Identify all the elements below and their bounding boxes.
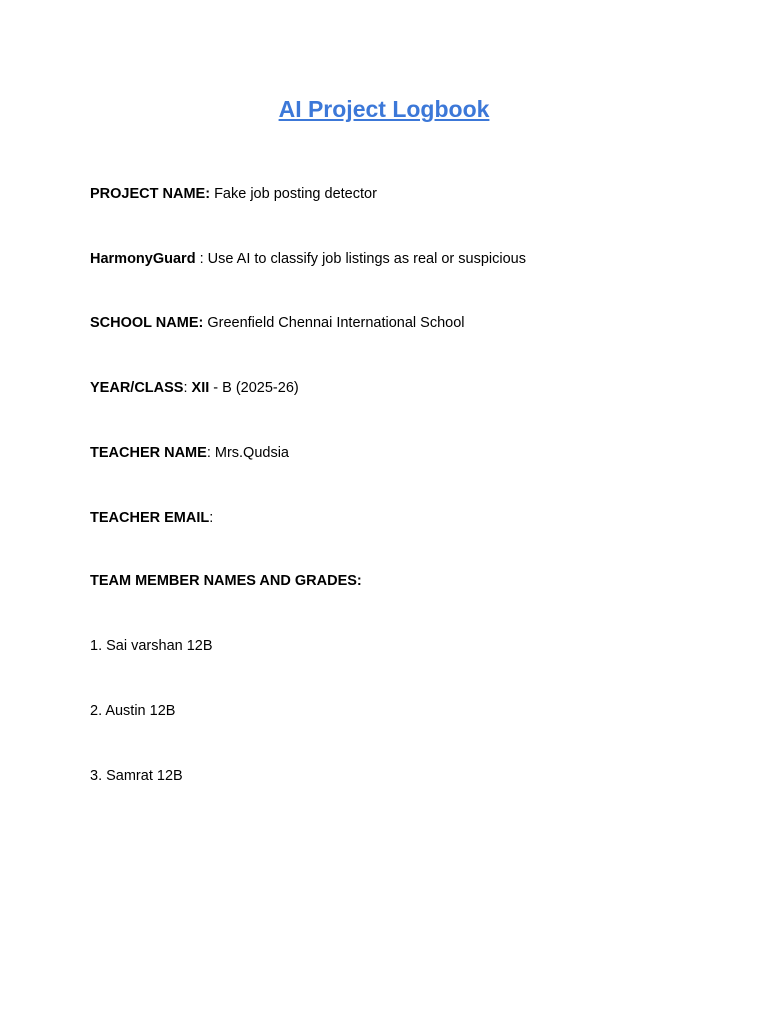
teacher-name-label: TEACHER NAME [90,445,207,461]
project-name-label: PROJECT NAME: [90,186,211,202]
school-name-value: Greenfield Chennai International School [203,315,465,331]
project-name-line [90,184,377,204]
document-title: AI Project Logbook [278,96,490,122]
year-class-line [90,378,299,398]
year-class-label: YEAR/CLASS [90,380,184,396]
team-members-label: TEAM MEMBER NAMES AND GRADES: [90,573,362,589]
project-name-value: Fake job posting detector [210,186,377,202]
school-name-label: SCHOOL NAME: [90,315,204,331]
year-class-grade: XII [191,380,210,396]
team-members-heading [90,571,362,591]
harmonyguard-label: HarmonyGuard [90,251,196,267]
teacher-email-value: : [209,510,214,526]
school-name-line [90,313,465,333]
harmonyguard-line [90,249,526,269]
team-member-item: 2. Austin 12B [90,703,176,719]
teacher-email-line [90,508,213,528]
teacher-name-value: : Mrs.Qudsia [206,445,289,461]
teacher-email-label: TEACHER EMAIL [90,510,210,526]
team-member-item: 1. Sai varshan 12B [90,638,213,654]
year-class-separator: : [183,380,192,396]
team-member-item: 3. Samrat 12B [90,768,183,784]
teacher-name-line [90,443,289,463]
year-class-value: - B (2025-26) [209,380,299,396]
harmonyguard-value: : Use AI to classify job listings as real or suspicious [195,251,526,267]
